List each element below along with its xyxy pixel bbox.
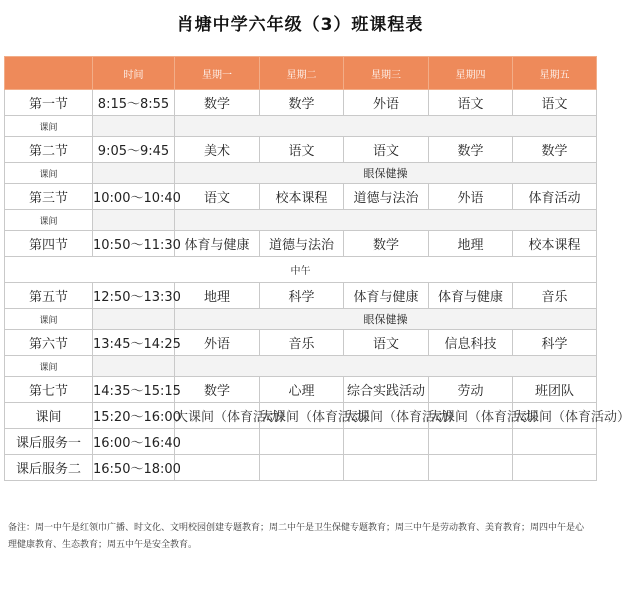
break-label: 课间: [5, 116, 93, 137]
class-cell: 班团队: [513, 377, 597, 403]
break-label: 课间: [5, 163, 93, 184]
class-cell: 体育与健康: [175, 231, 260, 257]
period-label: 第二节: [5, 137, 93, 163]
header-wednesday: 星期三: [344, 57, 429, 90]
class-cell: 体育与健康: [344, 283, 429, 309]
schedule-table: [4, 56, 630, 481]
break-activity: [175, 116, 597, 137]
service-time: 16:00～16:40: [93, 429, 175, 455]
break-activity: [175, 356, 597, 377]
class-cell: 外语: [344, 90, 429, 116]
empty-cell: [344, 429, 429, 455]
lunch-row: [5, 257, 597, 283]
class-cell: 数学: [175, 377, 260, 403]
break-time: [93, 116, 175, 137]
break-row: [5, 309, 597, 330]
class-cell: 地理: [429, 231, 513, 257]
period-time: 8:15～8:55: [93, 90, 175, 116]
activity-cell: 大课间（体育活动）: [429, 403, 513, 429]
class-cell: 信息科技: [429, 330, 513, 356]
period-time: 13:45～14:25: [93, 330, 175, 356]
class-cell: 语文: [513, 90, 597, 116]
break-row: [5, 356, 597, 377]
class-cell: 心理: [260, 377, 344, 403]
period-row: [5, 330, 597, 356]
break-activity: [175, 210, 597, 231]
period-time: 10:50～11:30: [93, 231, 175, 257]
activity-cell: 大课间（体育活动）: [344, 403, 429, 429]
footnote: 备注：周一中午是红领巾广播、时文化、文明校园创建专题教育；周二中午是卫生保健专题教育；周三中午是劳动教育、美育教育；周四中午是心理健康教育、生态教育；周五中午是安全教育。: [8, 523, 585, 550]
class-cell: 地理: [175, 283, 260, 309]
class-cell: 音乐: [260, 330, 344, 356]
class-cell: 体育活动: [513, 184, 597, 210]
period-row: [5, 90, 597, 116]
class-cell: 道德与法治: [260, 231, 344, 257]
period-time: 10:00～10:40: [93, 184, 175, 210]
activity-cell: 大课间（体育活动）: [175, 403, 260, 429]
break-row: [5, 163, 597, 184]
period-time: 12:50～13:30: [93, 283, 175, 309]
big-break-row: [5, 403, 597, 429]
break-row: [5, 210, 597, 231]
service-time: 16:50～18:00: [93, 455, 175, 481]
break-time: 15:20～16:00: [93, 403, 175, 429]
class-cell: 语文: [260, 137, 344, 163]
empty-cell: [344, 455, 429, 481]
class-cell: 数学: [344, 231, 429, 257]
period-time: 9:05～9:45: [93, 137, 175, 163]
break-label: 课间: [5, 309, 93, 330]
header-friday: 星期五: [513, 57, 597, 90]
empty-cell: [260, 455, 344, 481]
class-cell: 语文: [344, 330, 429, 356]
empty-cell: [175, 455, 260, 481]
header-time: 时间: [93, 57, 175, 90]
break-activity: 眼保健操: [175, 309, 597, 330]
period-label: 第六节: [5, 330, 93, 356]
empty-cell: [513, 429, 597, 455]
empty-cell: [260, 429, 344, 455]
service-label: 课后服务一: [5, 429, 93, 455]
activity-cell: 大课间（体育活动）: [260, 403, 344, 429]
period-row: [5, 184, 597, 210]
class-cell: 数学: [260, 90, 344, 116]
class-cell: 校本课程: [513, 231, 597, 257]
class-cell: 音乐: [513, 283, 597, 309]
class-cell: 美术: [175, 137, 260, 163]
class-cell: 劳动: [429, 377, 513, 403]
period-label: 第三节: [5, 184, 93, 210]
break-label: 课间: [5, 210, 93, 231]
class-cell: 语文: [175, 184, 260, 210]
break-row: [5, 116, 597, 137]
class-cell: 道德与法治: [344, 184, 429, 210]
class-cell: 科学: [513, 330, 597, 356]
class-cell: 校本课程: [260, 184, 344, 210]
period-label: 第七节: [5, 377, 93, 403]
empty-cell: [175, 429, 260, 455]
header-thursday: 星期四: [429, 57, 513, 90]
service-label: 课后服务二: [5, 455, 93, 481]
break-time: [93, 356, 175, 377]
period-row: [5, 137, 597, 163]
header-tuesday: 星期二: [260, 57, 344, 90]
period-label: 第一节: [5, 90, 93, 116]
lunch-label: 中午: [5, 257, 597, 283]
class-cell: 语文: [344, 137, 429, 163]
header-row: [5, 57, 597, 90]
service-row: [5, 455, 597, 481]
class-cell: 外语: [175, 330, 260, 356]
header-monday: 星期一: [175, 57, 260, 90]
break-activity: 眼保健操: [175, 163, 597, 184]
break-label: 课间: [5, 356, 93, 377]
class-cell: 数学: [429, 137, 513, 163]
class-cell: 语文: [429, 90, 513, 116]
class-cell: 体育与健康: [429, 283, 513, 309]
class-cell: 数学: [175, 90, 260, 116]
empty-cell: [429, 429, 513, 455]
service-row: [5, 429, 597, 455]
break-label: 课间: [5, 403, 93, 429]
period-label: 第四节: [5, 231, 93, 257]
break-time: [93, 309, 175, 330]
activity-cell: 大课间（体育活动）: [513, 403, 597, 429]
header-blank: [5, 57, 93, 90]
empty-cell: [429, 455, 513, 481]
class-cell: 综合实践活动: [344, 377, 429, 403]
period-row: [5, 377, 597, 403]
class-cell: 数学: [513, 137, 597, 163]
page-title: 肖塘中学六年级（3）班课程表: [176, 15, 424, 35]
class-cell: 外语: [429, 184, 513, 210]
break-time: [93, 163, 175, 184]
class-cell: 科学: [260, 283, 344, 309]
period-time: 14:35～15:15: [93, 377, 175, 403]
period-row: [5, 283, 597, 309]
break-time: [93, 210, 175, 231]
period-row: [5, 231, 597, 257]
period-label: 第五节: [5, 283, 93, 309]
empty-cell: [513, 455, 597, 481]
